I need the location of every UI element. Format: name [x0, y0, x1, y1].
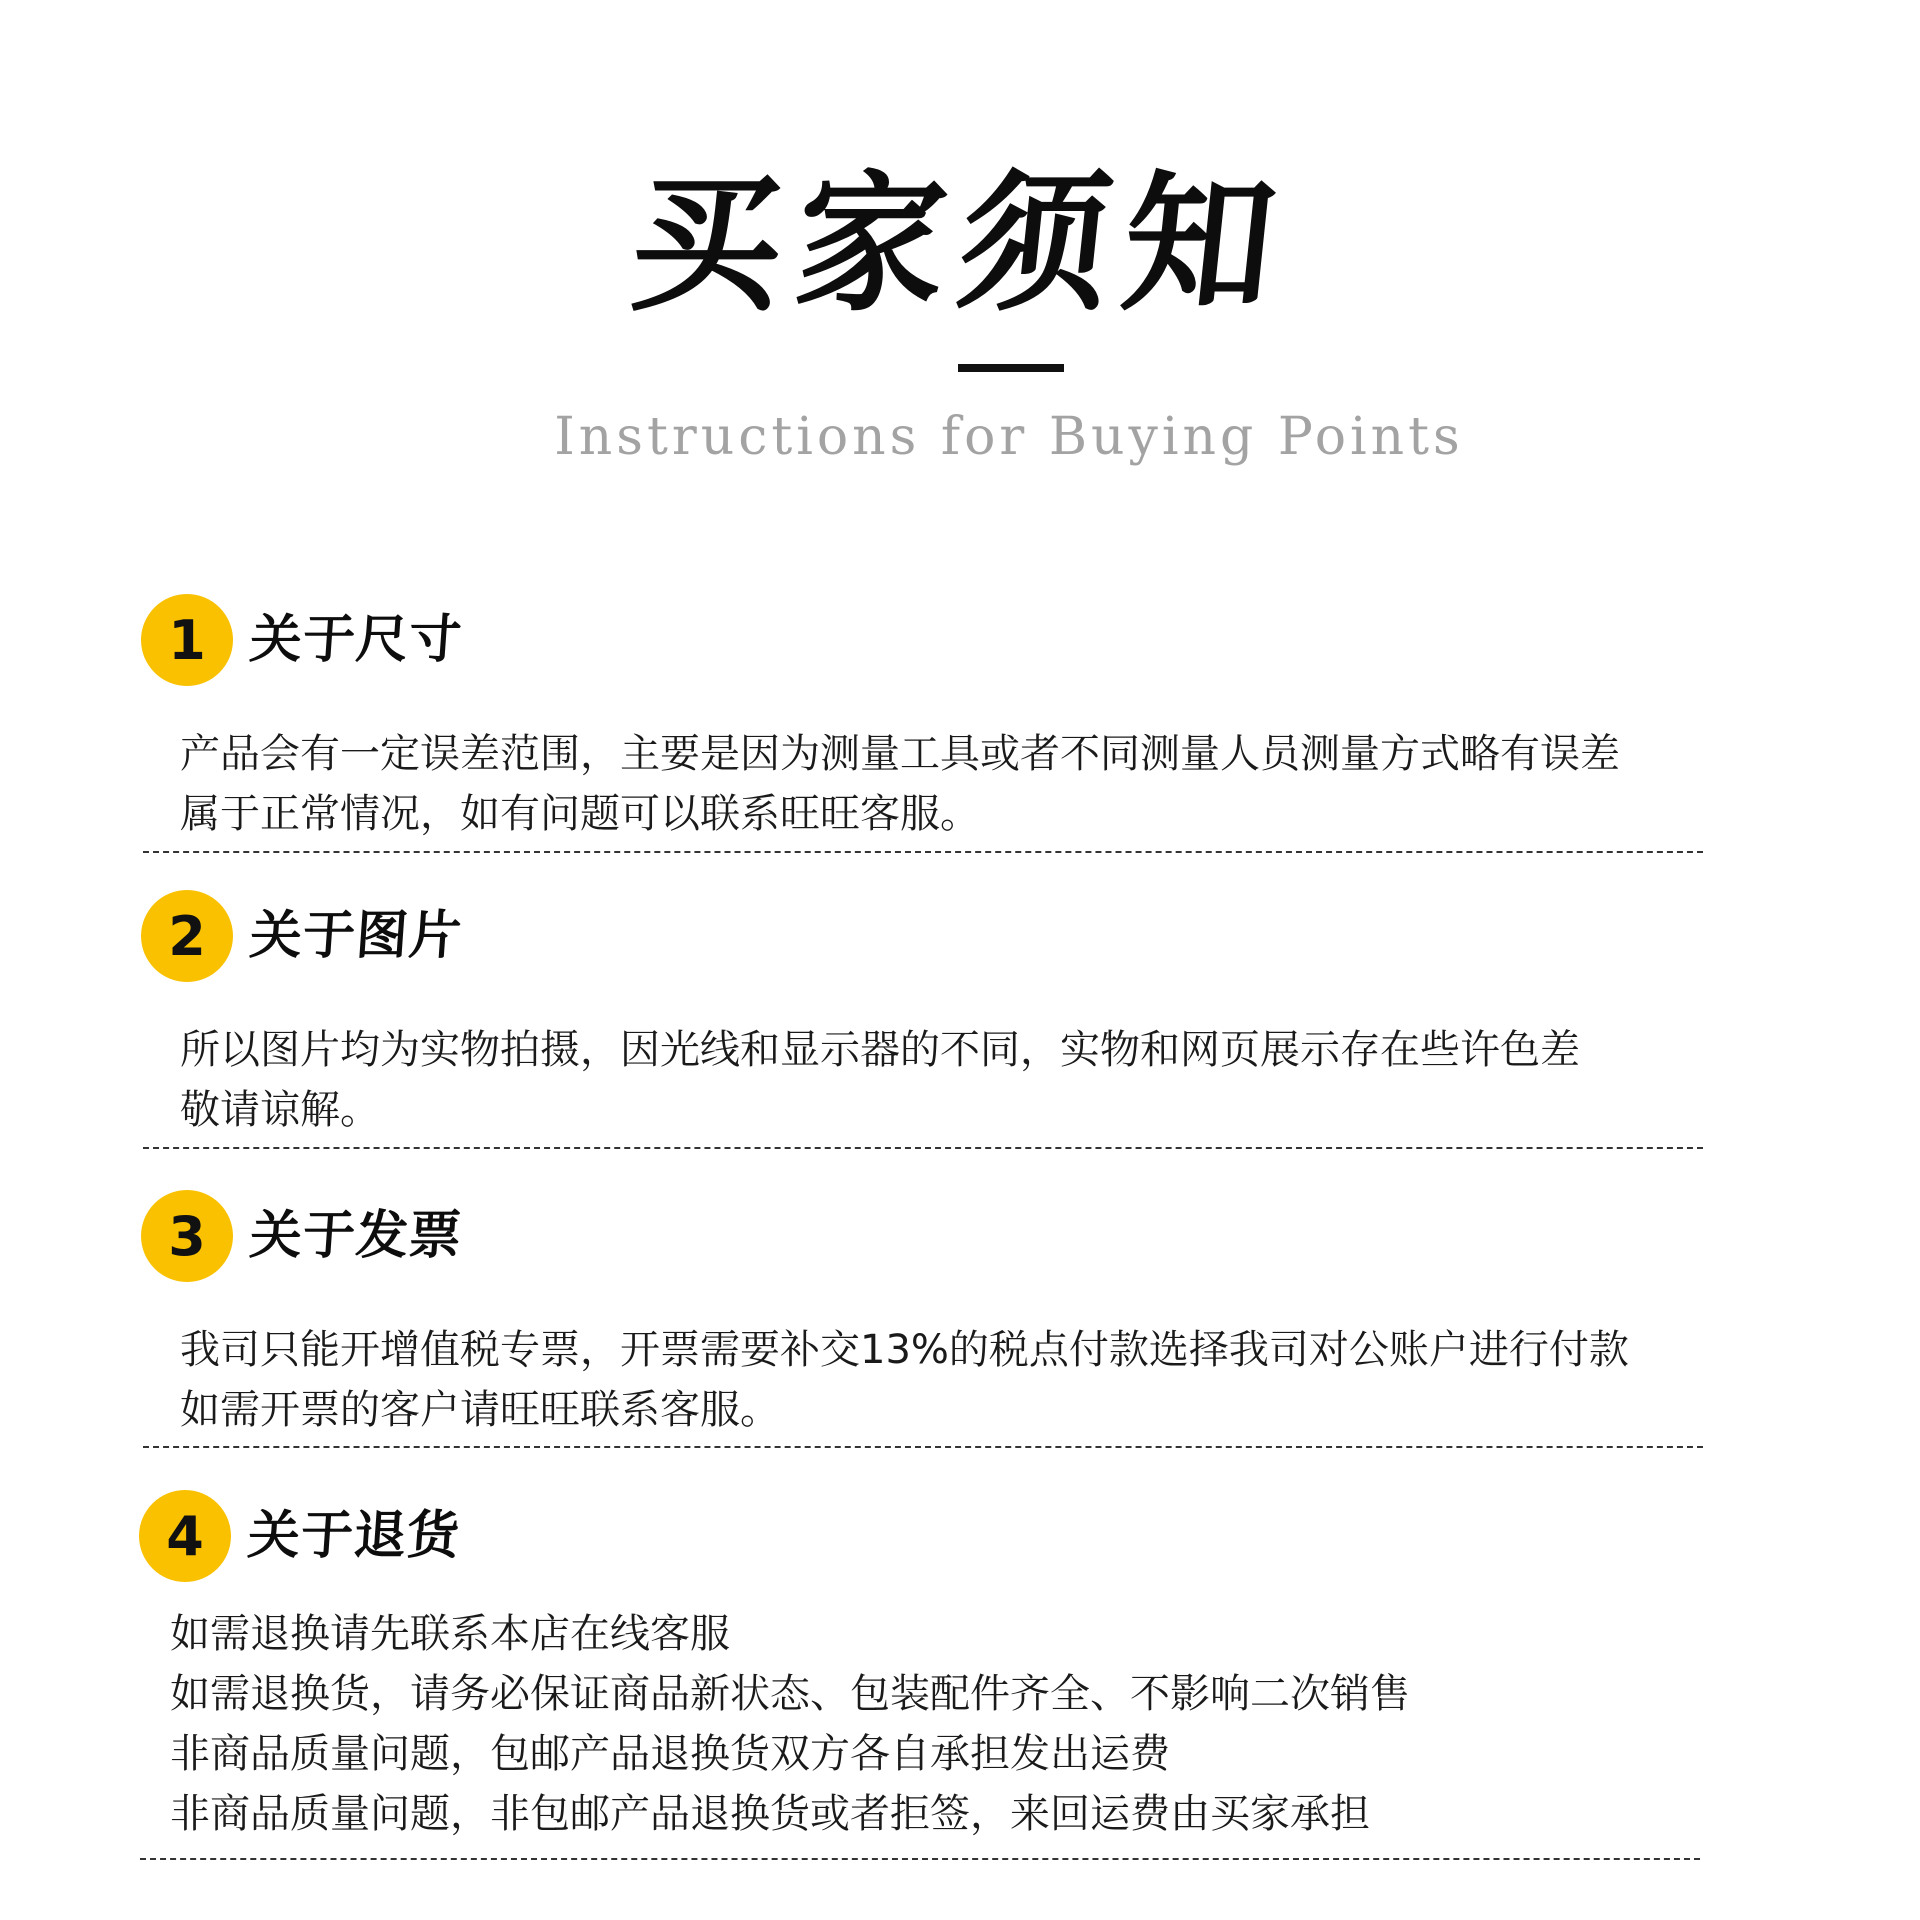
- section-text-line: 敬请谅解。: [180, 1087, 380, 1133]
- section-heading: 关于尺寸: [247, 610, 465, 670]
- section-number-badge: 4: [139, 1490, 231, 1582]
- section-divider: [143, 1446, 1703, 1448]
- section-number-badge: 3: [141, 1190, 233, 1282]
- section-divider: [140, 1858, 1700, 1860]
- section-text-line: 非商品质量问题，包邮产品退换货双方各自承担发出运费: [170, 1731, 1170, 1777]
- section-text-line: 属于正常情况，如有问题可以联系旺旺客服。: [180, 791, 980, 837]
- page-subtitle: Instructions for Buying Points: [554, 407, 1464, 467]
- section-text-line: 所以图片均为实物拍摄，因光线和显示器的不同，实物和网页展示存在些许色差: [180, 1027, 1580, 1073]
- section-number-badge: 2: [141, 890, 233, 982]
- section-text-line: 如需退换货，请务必保证商品新状态、包装配件齐全、不影响二次销售: [170, 1671, 1410, 1717]
- section-text-line: 产品会有一定误差范围，主要是因为测量工具或者不同测量人员测量方式略有误差: [180, 731, 1620, 777]
- section-divider: [143, 851, 1703, 853]
- section-text-line: 如需开票的客户请旺旺联系客服。: [180, 1387, 780, 1433]
- page-title: 买家须知: [622, 158, 1298, 332]
- title-underline: [958, 364, 1064, 372]
- section-number-badge: 1: [141, 594, 233, 686]
- section-heading: 关于发票: [247, 1206, 465, 1266]
- section-text-line: 我司只能开增值税专票，开票需要补交13%的税点付款选择我司对公账户进行付款: [180, 1327, 1629, 1373]
- section-divider: [143, 1147, 1703, 1149]
- section-heading: 关于退货: [245, 1506, 463, 1566]
- section-text-line: 如需退换请先联系本店在线客服: [170, 1611, 730, 1657]
- section-heading: 关于图片: [247, 906, 465, 966]
- section-text-line: 非商品质量问题，非包邮产品退换货或者拒签，来回运费由买家承担: [170, 1791, 1370, 1837]
